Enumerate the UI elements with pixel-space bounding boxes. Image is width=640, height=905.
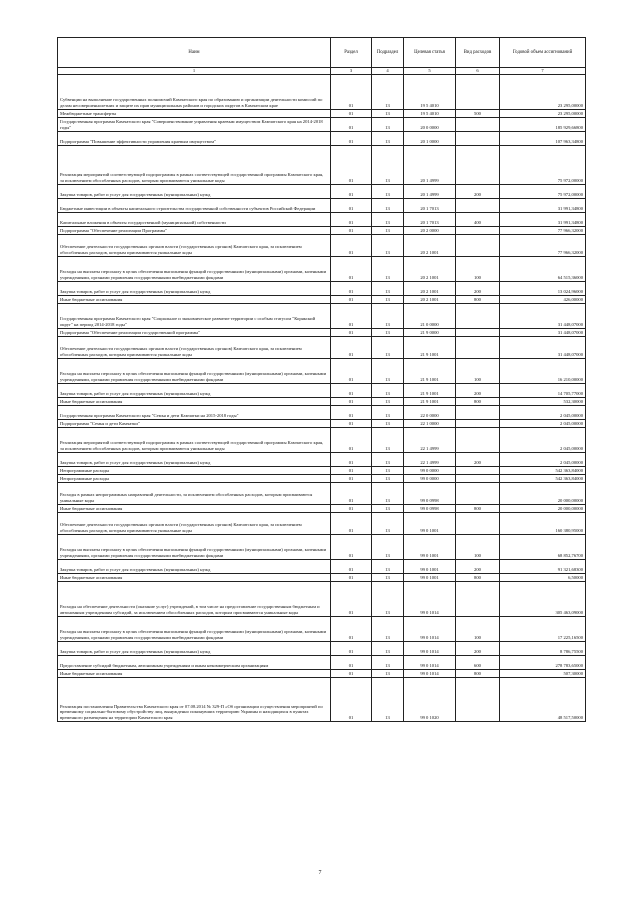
table-row [58,642,586,656]
row-subsection: 13 [372,670,404,678]
row-amount: 426,00000 [500,296,586,304]
row-section: 01 [331,213,372,227]
row-subsection: 13 [372,453,404,467]
row-amount: 31 991,34800 [500,213,586,227]
row-name: Расходы на выплаты персоналу в целях обеспечения выполнения функций государственными (муниципальными) органами, казенными учреждениями, органами управления государственными внебюджетными фондами [58,617,331,642]
row-name: Обеспечение деятельности государственных органов власти (государственных органов) Камчатского края, за исключением обособленных расходов, которым присваиваются уникальные коды [58,337,331,359]
row-expense-type [456,304,500,329]
row-amount: 542 363,84000 [500,467,586,475]
row-target-article: 21 9 1001 [404,359,456,384]
row-subsection: 13 [372,582,404,617]
table-row [58,535,586,560]
page-number: 7 [318,870,322,876]
row-amount: 77 966,32000 [500,235,586,257]
row-expense-type: 200 [456,282,500,296]
column-number-row [58,68,586,75]
row-section: 01 [331,505,372,513]
budget-allocation-table [57,37,586,722]
row-amount: 2 045,00000 [500,406,586,420]
row-amount: 75 972,00000 [500,146,586,185]
row-expense-type [456,467,500,475]
row-section: 01 [331,656,372,670]
row-subsection: 13 [372,213,404,227]
row-name: Государственная программа Камчатского края "Совершенствование управления краевым имуществом Камчатского края на 2014-2018 годы" [58,118,331,132]
row-amount: 160 380,95000 [500,513,586,535]
row-section: 01 [331,420,372,428]
column-number: 4 [372,68,404,75]
row-name: Закупка товаров, работ и услуг для государственных (муниципальных) нужд [58,282,331,296]
row-subsection: 13 [372,428,404,453]
row-name: Предоставление субсидий бюджетным, автономным учреждениям и иным некоммерческим организациям [58,656,331,670]
table-row [58,337,586,359]
table-row [58,329,586,337]
row-subsection: 13 [372,678,404,722]
row-amount: 16 210,00000 [500,359,586,384]
row-expense-type [456,337,500,359]
row-subsection: 13 [372,467,404,475]
row-expense-type [456,420,500,428]
column-number: 6 [456,68,500,75]
table-row [58,185,586,199]
row-section: 01 [331,257,372,282]
header-name: Наим [58,38,331,68]
row-name: Реализация мероприятий соответствующей подпрограммы в рамках соответствующей государственной программы Камчатского края, за исключением обособленных расходов, которым присваиваются уникальные коды [58,146,331,185]
row-expense-type: 500 [456,110,500,118]
row-section: 01 [331,146,372,185]
table-row [58,656,586,670]
table-row [58,213,586,227]
row-expense-type [456,227,500,235]
row-expense-type [456,678,500,722]
row-target-article: 22 1 4999 [404,453,456,467]
row-expense-type: 800 [456,398,500,406]
row-target-article: 21 9 1001 [404,337,456,359]
row-expense-type [456,483,500,505]
row-amount: 31 448,07000 [500,337,586,359]
row-amount: 23 295,00000 [500,75,586,110]
row-subsection: 13 [372,110,404,118]
row-section: 01 [331,132,372,146]
row-amount: 20 000,00000 [500,505,586,513]
row-subsection: 13 [372,132,404,146]
row-name: Расходы на выплаты персоналу в целях обеспечения выполнения функций государственными (муниципальными) органами, казенными учреждениями, органами управления государственными внебюджетными фондами [58,535,331,560]
row-target-article: 99 0 1001 [404,560,456,574]
row-expense-type [456,513,500,535]
row-expense-type [456,75,500,110]
row-expense-type: 100 [456,257,500,282]
row-section: 01 [331,642,372,656]
row-section: 01 [331,359,372,384]
row-name: Капитальные вложения в объекты государственной (муниципальной) собственности [58,213,331,227]
row-subsection: 13 [372,384,404,398]
row-name: Закупка товаров, работ и услуг для государственных (муниципальных) нужд [58,642,331,656]
row-section: 01 [331,678,372,722]
row-name: Закупка товаров, работ и услуг для государственных (муниципальных) нужд [58,384,331,398]
row-section: 01 [331,574,372,582]
row-subsection: 13 [372,642,404,656]
table-row [58,406,586,420]
row-expense-type: 200 [456,642,500,656]
row-name: Закупка товаров, работ и услуг для государственных (муниципальных) нужд [58,560,331,574]
row-name: Закупка товаров, работ и услуг для государственных (муниципальных) нужд [58,453,331,467]
row-section: 01 [331,227,372,235]
table-row [58,282,586,296]
row-name: Непрограммные расходы [58,475,331,483]
row-target-article: 99 0 1014 [404,642,456,656]
row-name: Реализация мероприятий соответствующей подпрограммы в рамках соответствующей государственной программы Камчатского края, за исключением обособленных расходов, которым присваиваются уникальные коды [58,428,331,453]
row-section: 01 [331,337,372,359]
row-amount: 31 448,07000 [500,304,586,329]
row-target-article: 22 0 0000 [404,406,456,420]
row-expense-type: 800 [456,505,500,513]
row-subsection: 13 [372,296,404,304]
row-target-article: 20 1 4999 [404,185,456,199]
row-target-article: 22 1 4999 [404,428,456,453]
row-section: 01 [331,560,372,574]
row-name: Расходы на выплаты персоналу в целях обеспечения выполнения функций государственными (муниципальными) органами, казенными учреждениями, органами управления государственными внебюджетными фондами [58,359,331,384]
row-section: 01 [331,535,372,560]
column-number: 7 [500,68,586,75]
row-target-article: 21 9 1001 [404,384,456,398]
table-row [58,560,586,574]
column-number: 1 [58,68,331,75]
table-row [58,296,586,304]
row-section: 01 [331,483,372,505]
row-name: Межбюджетные трансферты [58,110,331,118]
row-target-article: 99 0 0998 [404,505,456,513]
row-subsection: 13 [372,505,404,513]
table-row [58,670,586,678]
table-row [58,617,586,642]
row-target-article: 20 2 1001 [404,235,456,257]
table-row [58,132,586,146]
row-section: 01 [331,406,372,420]
row-target-article: 20 1 4999 [404,146,456,185]
row-expense-type [456,582,500,617]
table-row [58,475,586,483]
row-target-article: 19 5 4010 [404,110,456,118]
row-name: Иные бюджетные ассигнования [58,398,331,406]
row-section: 01 [331,282,372,296]
row-subsection: 13 [372,574,404,582]
row-name: Непрограммные расходы [58,467,331,475]
budget-table-sheet [57,37,585,722]
row-target-article: 19 5 4010 [404,75,456,110]
row-amount: 48 517,50000 [500,678,586,722]
table-row [58,420,586,428]
row-subsection: 13 [372,475,404,483]
row-subsection: 13 [372,199,404,213]
row-section: 01 [331,118,372,132]
table-row [58,304,586,329]
row-target-article: 99 0 1001 [404,535,456,560]
row-target-article: 99 0 1001 [404,513,456,535]
row-amount: 31 448,07000 [500,329,586,337]
row-subsection: 13 [372,420,404,428]
header-section: Раздел [331,38,372,68]
row-section: 01 [331,296,372,304]
table-row [58,574,586,582]
row-expense-type [456,118,500,132]
row-expense-type: 600 [456,656,500,670]
row-subsection: 13 [372,617,404,642]
row-section: 01 [331,453,372,467]
row-section: 01 [331,235,372,257]
row-subsection: 13 [372,513,404,535]
row-name: Закупка товаров, работ и услуг для государственных (муниципальных) нужд [58,185,331,199]
row-amount: 2 045,00000 [500,428,586,453]
row-name: Иные бюджетные ассигнования [58,670,331,678]
row-amount: 8 786,75500 [500,642,586,656]
row-amount: 75 972,00000 [500,185,586,199]
row-amount: 77 966,32000 [500,227,586,235]
row-name: Расходы на обеспечение деятельности (оказание услуг) учреждений, в том числе на предоставление государственным бюджетным и автономным учреждениям субсидий, за исключением обособленных расходов, которым присваиваются уникальные коды [58,582,331,617]
row-expense-type [456,146,500,185]
row-target-article: 99 0 1014 [404,656,456,670]
row-expense-type: 400 [456,213,500,227]
row-amount: 305 463,09000 [500,582,586,617]
column-number: 3 [331,68,372,75]
row-expense-type: 100 [456,359,500,384]
table-row [58,505,586,513]
row-target-article: 21 9 1001 [404,398,456,406]
row-amount: 2 045,00000 [500,420,586,428]
row-target-article: 99 0 1001 [404,574,456,582]
row-target-article: 22 1 0000 [404,420,456,428]
table-row [58,678,586,722]
row-subsection: 13 [372,398,404,406]
header-subsection: Подраздел [372,38,404,68]
table-row [58,398,586,406]
row-name: Государственная программа Камчатского края "Семья и дети Камчатки на 2015-2018 годы" [58,406,331,420]
row-expense-type [456,475,500,483]
row-name: Расходы в рамках непрограммных направлений деятельности, за исключением обособленных расходов, которым присваиваются уникальные коды [58,483,331,505]
row-expense-type: 200 [456,453,500,467]
column-number: 5 [404,68,456,75]
header-target-article: Целевая статья [404,38,456,68]
row-target-article: 99 0 1014 [404,617,456,642]
row-expense-type: 200 [456,560,500,574]
row-name: Реализация постановления Правительства Камчатского края от 07.08.2014 № 329-П «Об организации осуществления мероприятий по временному социально-бытовому обустройству лиц, вынужденно покинувших территорию Украины и находящихся в пунктах временного размещения на территории Камчатского края [58,678,331,722]
row-subsection: 13 [372,359,404,384]
row-amount: 17 225,16500 [500,617,586,642]
table-row [58,582,586,617]
row-amount: 542 363,84000 [500,475,586,483]
row-target-article: 99 0 1020 [404,678,456,722]
table-row [58,359,586,384]
row-section: 01 [331,329,372,337]
header-row [58,38,586,68]
row-amount: 185 929,66800 [500,118,586,132]
row-amount: 507,30000 [500,670,586,678]
row-name: Расходы на выплаты персоналу в целях обеспечения выполнения функций государственными (муниципальными) органами, казенными учреждениями, органами управления государственными внебюджетными фондами [58,257,331,282]
row-subsection: 13 [372,227,404,235]
table-body [58,75,586,722]
row-target-article: 21 9 0000 [404,329,456,337]
row-section: 01 [331,582,372,617]
row-target-article: 20 1 7013 [404,199,456,213]
row-expense-type [456,406,500,420]
row-amount: 23 295,00000 [500,110,586,118]
row-subsection: 13 [372,483,404,505]
row-section: 01 [331,428,372,453]
row-amount: 6,50000 [500,574,586,582]
table-row [58,467,586,475]
table-row [58,453,586,467]
row-name: Подпрограмма "Обеспечение реализации Программы" [58,227,331,235]
table-row [58,110,586,118]
row-section: 01 [331,617,372,642]
row-expense-type: 100 [456,535,500,560]
row-section: 01 [331,467,372,475]
row-section: 01 [331,384,372,398]
row-name: Субвенции на выполнение государственных полномочий Камчатского края по образованию и организации деятельности комиссий по делам несовершеннолетних и защите их прав муниципальных районов и городских округов в Камчатском крае [58,75,331,110]
row-name: Бюджетные инвестиции в объекты капитального строительства государственной собственности субъектов Российской Федерации [58,199,331,213]
row-target-article: 20 0 0000 [404,118,456,132]
table-row [58,384,586,398]
row-name: Подпрограмма "Повышение эффективности управления краевым имуществом" [58,132,331,146]
row-target-article: 20 2 1001 [404,282,456,296]
row-target-article: 99 0 1014 [404,582,456,617]
row-amount: 107 963,34800 [500,132,586,146]
row-target-article: 20 2 1001 [404,296,456,304]
row-expense-type: 200 [456,185,500,199]
row-expense-type [456,428,500,453]
row-subsection: 13 [372,282,404,296]
row-subsection: 13 [372,535,404,560]
row-section: 01 [331,513,372,535]
row-amount: 13 024,96000 [500,282,586,296]
row-subsection: 13 [372,329,404,337]
table-row [58,199,586,213]
row-subsection: 13 [372,257,404,282]
row-expense-type [456,235,500,257]
row-subsection: 13 [372,75,404,110]
row-expense-type: 200 [456,384,500,398]
row-section: 01 [331,110,372,118]
row-name: Иные бюджетные ассигнования [58,505,331,513]
row-name: Подпрограмма "Семья и дети Камчатки" [58,420,331,428]
row-target-article: 21 0 0000 [404,304,456,329]
row-target-article: 20 2 0000 [404,227,456,235]
row-section: 01 [331,185,372,199]
row-expense-type [456,329,500,337]
row-target-article: 99 0 0000 [404,475,456,483]
table-row [58,118,586,132]
row-amount: 2 045,00000 [500,453,586,467]
row-target-article: 99 0 0998 [404,483,456,505]
row-section: 01 [331,398,372,406]
row-target-article: 99 0 0000 [404,467,456,475]
table-row [58,227,586,235]
row-subsection: 13 [372,185,404,199]
row-name: Государственная программа Камчатского края "Социальное и экономическое развитие территории с особым статусом "Корякский округ" на период 2014-2018 годы" [58,304,331,329]
row-subsection: 13 [372,337,404,359]
table-row [58,235,586,257]
row-amount: 14 705,77000 [500,384,586,398]
row-subsection: 13 [372,146,404,185]
row-amount: 64 515,36000 [500,257,586,282]
table-row [58,428,586,453]
row-section: 01 [331,670,372,678]
row-name: Подпрограмма "Обеспечение реализации государственной программы" [58,329,331,337]
row-section: 01 [331,475,372,483]
row-expense-type: 100 [456,617,500,642]
row-subsection: 13 [372,656,404,670]
row-expense-type [456,199,500,213]
row-name: Иные бюджетные ассигнования [58,296,331,304]
row-amount: 278 783,65000 [500,656,586,670]
table-row [58,513,586,535]
row-amount: 91 321,68300 [500,560,586,574]
row-subsection: 13 [372,235,404,257]
row-subsection: 13 [372,304,404,329]
table-row [58,483,586,505]
header-annual-amount: Годовой объем ассигнований [500,38,586,68]
row-expense-type: 800 [456,296,500,304]
table-row [58,75,586,110]
table-row [58,146,586,185]
row-section: 01 [331,304,372,329]
row-target-article: 20 1 7013 [404,213,456,227]
row-target-article: 20 1 0000 [404,132,456,146]
row-name: Иные бюджетные ассигнования [58,574,331,582]
row-section: 01 [331,75,372,110]
header-expense-type: Вид расходов [456,38,500,68]
row-name: Обеспечение деятельности государственных органов власти (государственных органов) Камчатского края, за исключением обособленных расходов, которым присваиваются уникальные коды [58,513,331,535]
row-expense-type: 800 [456,574,500,582]
row-expense-type: 800 [456,670,500,678]
row-subsection: 13 [372,560,404,574]
row-amount: 20 000,00000 [500,483,586,505]
row-section: 01 [331,199,372,213]
row-subsection: 13 [372,118,404,132]
row-amount: 532,30000 [500,398,586,406]
row-amount: 68 852,76700 [500,535,586,560]
row-expense-type [456,132,500,146]
row-amount: 31 991,34800 [500,199,586,213]
row-subsection: 13 [372,406,404,420]
row-target-article: 99 0 1014 [404,670,456,678]
row-name: Обеспечение деятельности государственных органов власти (государственных органов) Камчатского края, за исключением обособленных расходов, которым присваиваются уникальные коды [58,235,331,257]
row-target-article: 20 2 1001 [404,257,456,282]
table-row [58,257,586,282]
